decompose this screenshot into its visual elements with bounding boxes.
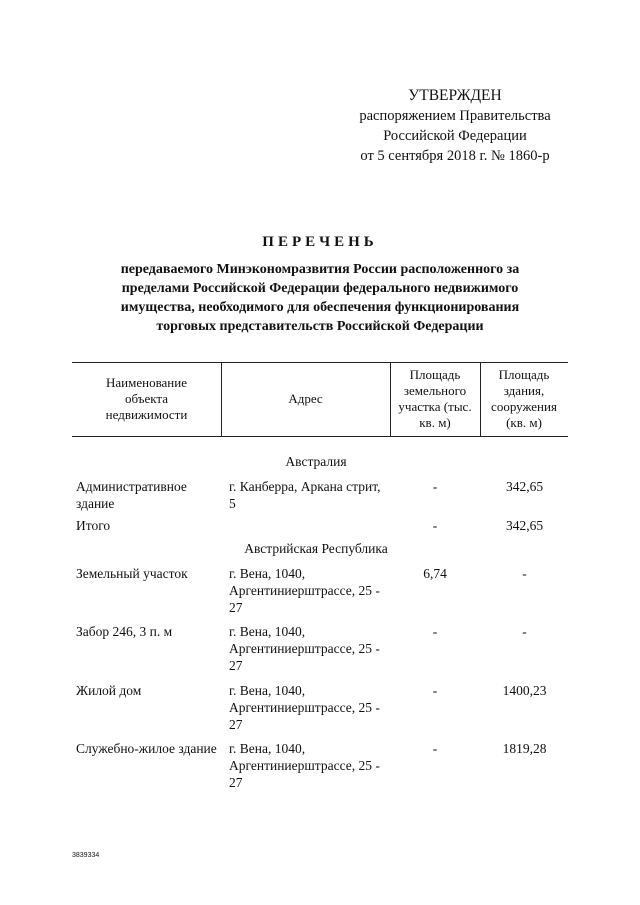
row-building-area: 342,65 — [505, 479, 544, 494]
row-building-area: 1400,23 — [502, 683, 547, 698]
row-name: Административное здание — [76, 479, 187, 511]
document-subtitle: передаваемого Минэкономразвития России расположенного за пределами Российской Федерации федерального недвижимого имущества, необходимого для обеспечения функционирования торговых представительств Российской Федерации — [120, 262, 520, 334]
row-land-area: - — [432, 683, 438, 698]
approval-line-1: распоряжением Правительства — [359, 108, 551, 124]
approval-block — [340, 86, 570, 166]
row-land-area: 6,74 — [423, 566, 447, 581]
header-land-label: Площадь земельного участка (тыс. кв. м) — [398, 367, 472, 430]
row-land-area: - — [432, 624, 438, 639]
row-name: Забор 246, 3 п. м — [76, 624, 173, 639]
row-land-area: - — [432, 518, 438, 533]
row-address: г. Вена, 1040, Аргентиниерштрассе, 25 - 27 — [229, 683, 380, 732]
row-building-area: - — [522, 624, 527, 639]
row-name: Жилой дом — [76, 683, 142, 698]
header-address-label: Адрес — [288, 391, 323, 406]
country-heading: Австрийская Республика — [244, 541, 388, 556]
header-land-area — [390, 362, 480, 436]
header-building-label: Площадь здания, сооружения (кв. м) — [491, 367, 557, 430]
row-land-area: - — [432, 479, 438, 494]
row-name: Служебно-жилое здание — [76, 741, 217, 756]
row-address: г. Вена, 1040, Аргентиниерштрассе, 25 - 27 — [229, 741, 380, 790]
row-address: г. Канберра, Аркана стрит, 5 — [229, 479, 381, 511]
table-header-rule — [72, 436, 568, 437]
document-title: ПЕРЕЧЕНЬ — [262, 234, 378, 250]
row-name: Земельный участок — [76, 566, 188, 581]
row-address: г. Вена, 1040, Аргентиниерштрассе, 25 - 27 — [229, 566, 380, 615]
document-number: 3839334 — [72, 852, 100, 859]
row-building-area: 342,65 — [505, 518, 544, 533]
row-building-area: 1819,28 — [502, 741, 547, 756]
header-name-label: Наименование объекта недвижимости — [105, 375, 188, 422]
approval-heading: УТВЕРЖДЕН — [408, 87, 502, 104]
row-name: Итого — [76, 518, 111, 533]
row-land-area: - — [432, 741, 438, 756]
header-building-area — [480, 362, 568, 436]
approval-line-3: от 5 сентября 2018 г. № 1860-р — [360, 148, 550, 164]
header-address — [221, 362, 390, 436]
country-heading: Австралия — [285, 454, 347, 469]
approval-line-2: Российской Федерации — [383, 128, 527, 144]
header-name — [72, 362, 221, 436]
row-building-area: - — [522, 566, 527, 581]
row-address: г. Вена, 1040, Аргентиниерштрассе, 25 - 27 — [229, 624, 380, 673]
